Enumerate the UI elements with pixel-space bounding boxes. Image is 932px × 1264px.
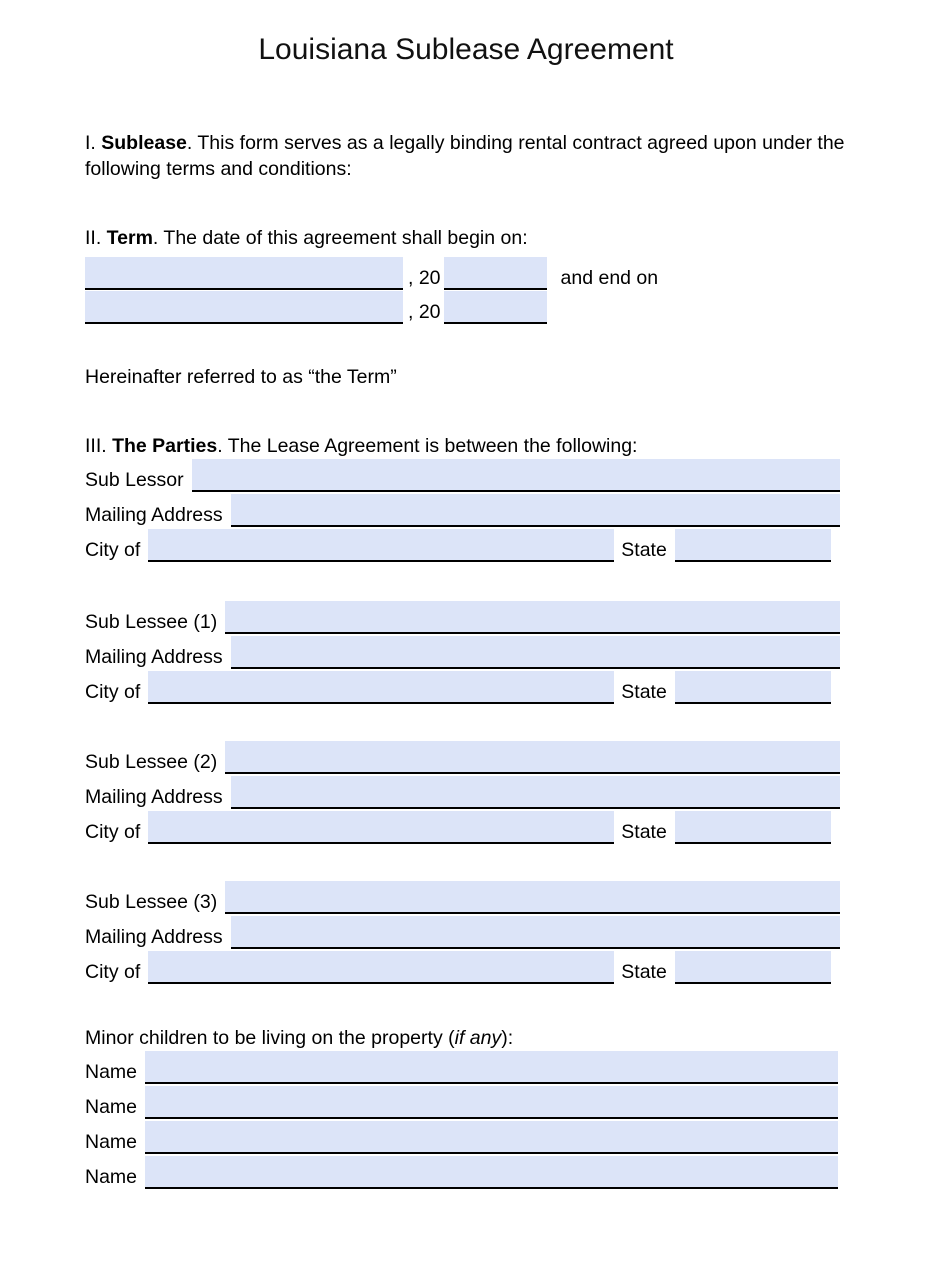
state-label: State (621, 821, 667, 843)
sub-lessee-3-name-row (85, 881, 840, 914)
sub-lessee-1-name-row (85, 601, 840, 634)
sub-lessee-1-mailing-row (85, 636, 840, 669)
city-of-label: City of (85, 821, 141, 843)
term-end-comma-20-label: , 20 (408, 301, 441, 323)
sub-lessor-mailing-row (85, 494, 840, 527)
minor-name-field-3[interactable] (145, 1121, 838, 1154)
mailing-address-label: Mailing Address (85, 504, 223, 526)
sub-lessee-2-mailing-address-field[interactable] (231, 776, 840, 809)
sub-lessee-2-name-field[interactable] (225, 741, 840, 774)
sub-lessee-3-mailing-row (85, 916, 840, 949)
name-label: Name (85, 1096, 138, 1118)
sub-lessee-2-state-field[interactable] (675, 811, 831, 844)
sub-lessee-3-state-field[interactable] (675, 951, 831, 984)
sub-lessee-2-name-row (85, 741, 840, 774)
sub-lessee-3-label: Sub Lessee (3) (85, 891, 218, 913)
section-parties-name: The Parties (112, 435, 218, 457)
term-start-year-field[interactable] (444, 257, 547, 290)
term-hereinafter-note: Hereinafter referred to as “the Term” (85, 366, 397, 388)
term-end-row (85, 291, 547, 324)
section-term-name: Term (106, 227, 153, 249)
section-parties-text: . The Lease Agreement is between the following: (217, 435, 638, 457)
term-start-comma-20-label: , 20 (408, 267, 441, 289)
term-end-date-field[interactable] (85, 291, 403, 324)
sub-lessor-name-row (85, 459, 840, 492)
term-start-date-field[interactable] (85, 257, 403, 290)
sub-lessor-city-state-row (85, 529, 831, 562)
section-sublease-text: . This form serves as a legally binding rental contract agreed upon under the following terms and conditions: (85, 132, 845, 180)
sub-lessee-1-mailing-address-field[interactable] (231, 636, 840, 669)
city-of-label: City of (85, 539, 141, 561)
state-label: State (621, 539, 667, 561)
minor-name-field-4[interactable] (145, 1156, 838, 1189)
name-label: Name (85, 1166, 138, 1188)
sub-lessor-state-field[interactable] (675, 529, 831, 562)
section-sublease-paragraph (85, 131, 845, 182)
minor-name-field-2[interactable] (145, 1086, 838, 1119)
term-and-end-on-label: and end on (560, 267, 659, 289)
section-term-numeral: II. (85, 227, 107, 249)
sub-lessee-3-city-field[interactable] (148, 951, 614, 984)
state-label: State (621, 961, 667, 983)
sub-lessor-name-field[interactable] (192, 459, 840, 492)
minor-name-row-3 (85, 1121, 838, 1154)
sub-lessee-3-mailing-address-field[interactable] (231, 916, 840, 949)
minor-name-row-2 (85, 1086, 838, 1119)
city-of-label: City of (85, 681, 141, 703)
minor-name-field-1[interactable] (145, 1051, 838, 1084)
section-term-text: . The date of this agreement shall begin on: (152, 227, 528, 249)
state-label: State (621, 681, 667, 703)
sub-lessee-2-mailing-row (85, 776, 840, 809)
sub-lessor-mailing-address-field[interactable] (231, 494, 840, 527)
section-term-heading (85, 226, 885, 252)
sub-lessee-2-city-field[interactable] (148, 811, 614, 844)
sub-lessee-1-state-field[interactable] (675, 671, 831, 704)
sub-lessee-3-city-state-row (85, 951, 831, 984)
sub-lessee-1-name-field[interactable] (225, 601, 840, 634)
sub-lessee-3-name-field[interactable] (225, 881, 840, 914)
sub-lessee-1-label: Sub Lessee (1) (85, 611, 218, 633)
section-sublease-numeral: I. (85, 132, 102, 154)
minor-name-row-4 (85, 1156, 838, 1189)
term-end-year-field[interactable] (444, 291, 547, 324)
city-of-label: City of (85, 961, 141, 983)
sub-lessor-city-field[interactable] (148, 529, 614, 562)
mailing-address-label: Mailing Address (85, 646, 223, 668)
sub-lessor-label: Sub Lessor (85, 469, 184, 491)
minor-children-heading-text: Minor children to be living on the property ( (85, 1027, 455, 1049)
section-parties-numeral: III. (85, 435, 113, 457)
sub-lessee-2-label: Sub Lessee (2) (85, 751, 218, 773)
mailing-address-label: Mailing Address (85, 786, 223, 808)
minor-children-heading (85, 1026, 785, 1052)
sub-lessee-1-city-field[interactable] (148, 671, 614, 704)
sub-lessee-2-city-state-row (85, 811, 831, 844)
minor-children-if-any-italic: if any (454, 1027, 502, 1049)
term-start-row (85, 257, 658, 290)
section-parties-heading (85, 434, 885, 460)
minor-children-heading-suffix: ): (501, 1027, 514, 1049)
name-label: Name (85, 1061, 138, 1083)
section-sublease-name: Sublease (101, 132, 187, 154)
page-title: Louisiana Sublease Agreement (258, 33, 674, 66)
minor-name-row-1 (85, 1051, 838, 1084)
name-label: Name (85, 1131, 138, 1153)
sub-lessee-1-city-state-row (85, 671, 831, 704)
mailing-address-label: Mailing Address (85, 926, 223, 948)
